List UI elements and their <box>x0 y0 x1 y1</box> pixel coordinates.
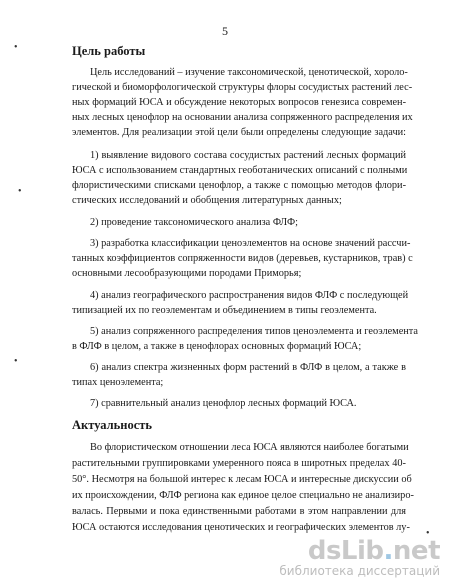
task-item-line: 7) сравнительный анализ ценофлор лесных формаций ЮСА. <box>90 398 357 409</box>
paragraph-line: их происхождении, ФЛФ региона как единое целое специально не анализиро- <box>72 490 414 501</box>
scan-mark: • <box>14 356 18 367</box>
paragraph-line: 50°. Несмотря на большой интерес к лесам ЮСА и интересные дискуссии об <box>72 474 412 485</box>
scan-mark: • <box>18 186 22 197</box>
task-item-line: флористическими списками ценофлор, а также с помощью методов флори- <box>72 180 406 191</box>
task-item-line: в ФЛФ в целом, а также в ценофлорах основных формаций ЮСА; <box>72 341 362 352</box>
scan-mark: • <box>426 528 430 539</box>
paragraph-line: Цель исследований – изучение таксономической, ценотической, хороло- <box>90 67 408 78</box>
watermark-logo-dot: . <box>383 536 393 566</box>
paragraph-line: элементов. Для реализации этой цели были определены следующие задачи: <box>72 127 406 138</box>
paragraph-line: Во флористическом отношении леса ЮСА являются наиболее богатыми <box>90 442 409 453</box>
task-item-line: 2) проведение таксономического анализа ФЛФ; <box>90 217 299 228</box>
task-item-line: 5) анализ сопряженного распределения типов ценоэлемента и геоэлемента <box>90 326 418 337</box>
paragraph-line: валась. Первыми и пока единственными работами в этом направлении для <box>72 506 406 517</box>
paragraph-line: ЮСА остаются исследования ценотических и географических элементов лу- <box>72 522 410 533</box>
task-item-line: 4) анализ географического распространения видов ФЛФ с последующей <box>90 290 409 301</box>
paragraph-line: ных лесных ценофлор на основании анализа сопряженного распределения их <box>72 112 413 123</box>
section-heading-relevance: Актуальность <box>72 418 153 432</box>
watermark <box>279 538 440 578</box>
task-item-line: основными лесообразующими породами Приморья; <box>72 268 302 279</box>
page-number: 5 <box>222 24 228 38</box>
watermark-logo-right: net <box>392 536 440 566</box>
task-item-line: типах ценоэлемента; <box>72 377 164 388</box>
task-item-line: 6) анализ спектра жизненных форм растений в ФЛФ в целом, а также в <box>90 362 406 373</box>
section-heading-goal: Цель работы <box>72 44 146 58</box>
watermark-logo <box>279 538 440 564</box>
scan-mark: • <box>14 42 18 53</box>
watermark-logo-left: dsLib <box>307 536 384 566</box>
paragraph-line: гической и биоморфологической структуры флоры сосудистых растений лес- <box>72 82 413 93</box>
paragraph-line: растительными группировками умеренного пояса в широтных пределах 40- <box>72 458 406 469</box>
task-item-line: 1) выявление видового состава сосудистых растений лесных формаций <box>90 150 406 161</box>
task-item-line: ЮСА с использованием стандартных геоботанических описаний с полными <box>72 165 408 176</box>
task-item-line: типизацией их по геоэлементам и объединением в типы геоэлемента. <box>72 305 377 316</box>
task-item-line: танных коэффициентов сопряженности видов (деревьев, кустарников, трав) с <box>72 253 413 264</box>
watermark-subtitle: библиотека диссертаций <box>279 564 440 578</box>
task-item-line: стических исследований и обобщения литературных данных; <box>72 195 342 206</box>
task-item-line: 3) разработка классификации ценоэлементов на основе значений рассчи- <box>90 238 411 249</box>
paragraph-line: ных формаций ЮСА и обсуждение некоторых вопросов генезиса современ- <box>72 97 406 108</box>
